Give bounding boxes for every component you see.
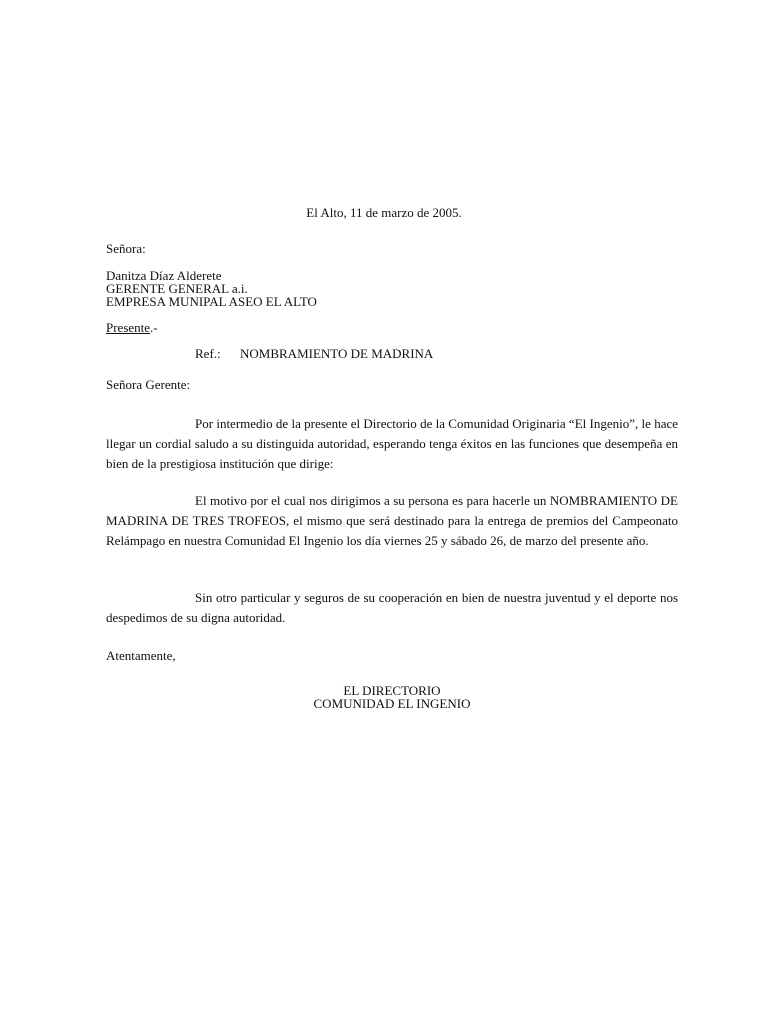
presente-suffix: .-: [150, 320, 158, 335]
greeting: Señora Gerente:: [106, 377, 191, 392]
body-paragraph: Sin otro particular y seguros de su cooperación en bien de nuestra juventud y el deporte nos despedimos de su digna autoridad.: [106, 590, 678, 625]
signature-line-1: EL DIRECTORIO: [343, 683, 441, 698]
body-paragraph: El motivo por el cual nos dirigimos a su persona es para hacerle un NOMBRAMIENTO DE MADRINA DE TRES TROFEOS, el mismo que será destinado para la entrega de premios del Campeonato Relámpago en nuestra Comunidad El Ingenio los día viernes 25 y sábado 26, de marzo del presente año.: [106, 493, 678, 548]
recipient-name: Danitza Díaz Alderete: [106, 268, 222, 283]
closing: Atentamente,: [106, 648, 176, 663]
signature-block: [0, 684, 768, 710]
reference-label: Ref.:: [195, 346, 221, 361]
signature-line-2: COMUNIDAD EL INGENIO: [313, 696, 471, 711]
presente-label: Presente: [106, 320, 151, 335]
salutation: Señora:: [106, 241, 146, 256]
presente-line: [106, 318, 158, 337]
recipient-title: GERENTE GENERAL a.i.: [106, 281, 248, 296]
body-paragraph: Por intermedio de la presente el Directorio de la Comunidad Originaria “El Ingenio”, le hace llegar un cordial saludo a su distinguida autoridad, esperando tenga éxitos en las funciones que desempeña en bien de la prestigiosa institución que dirige:: [106, 416, 678, 471]
recipient-organization: EMPRESA MUNIPAL ASEO EL ALTO: [106, 294, 317, 309]
date-line: El Alto, 11 de marzo de 2005.: [306, 205, 462, 220]
reference-line: [195, 344, 433, 363]
reference-text: NOMBRAMIENTO DE MADRINA: [240, 346, 434, 361]
